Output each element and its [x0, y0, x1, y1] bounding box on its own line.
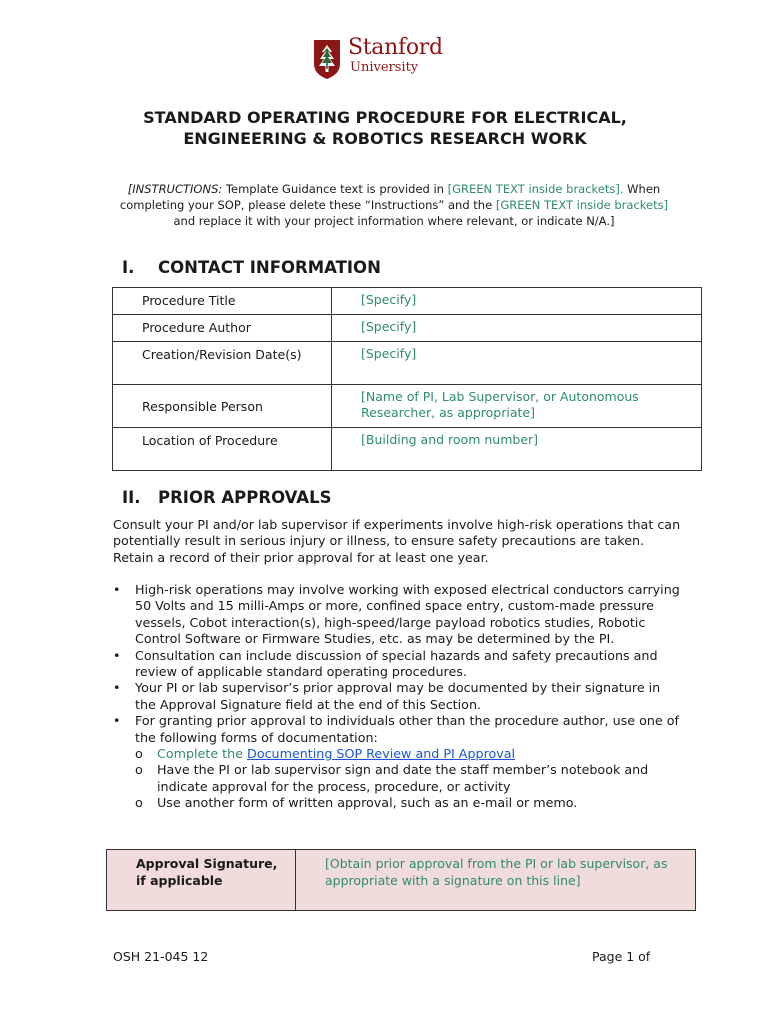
circle-bullet-icon: o	[135, 795, 143, 811]
row-value[interactable]: [Specify]	[332, 288, 702, 315]
row-value[interactable]: [Specify]	[332, 315, 702, 342]
row-label: Procedure Title	[113, 288, 332, 315]
sub-list-item	[135, 762, 683, 795]
table-row	[113, 428, 702, 471]
document-title: STANDARD OPERATING PROCEDURE FOR ELECTRICAL, ENGINEERING & ROBOTICS RESEARCH WORK	[143, 108, 627, 148]
table-row	[113, 385, 702, 428]
bullet-icon: •	[113, 713, 121, 729]
logo-name: Stanford	[348, 35, 443, 60]
bullet-text: Consultation can include discussion of special hazards and safety precautions and review of applicable standard operating procedures.	[135, 647, 658, 680]
stanford-tree-seal-icon	[312, 38, 342, 80]
sub-list-item	[135, 795, 683, 811]
approval-signature-table	[106, 849, 696, 911]
instructions-text-1: Template Guidance text is provided in	[222, 182, 448, 196]
bullet-text: Your PI or lab supervisor’s prior approval may be documented by their signature in the Approval Signature field at the end of this Section.	[135, 680, 661, 712]
table-row	[107, 850, 696, 911]
footer-page-number: Page 1 of	[592, 949, 651, 964]
row-value[interactable]: [Specify]	[332, 342, 702, 385]
section-heading-approvals	[122, 488, 331, 507]
list-item	[113, 582, 683, 648]
section-title: CONTACT INFORMATION	[158, 258, 381, 277]
instructions-green-2: [GREEN TEXT inside brackets]	[495, 198, 669, 212]
table-row	[113, 315, 702, 342]
list-item	[113, 680, 683, 713]
list-item	[113, 713, 683, 811]
row-value[interactable]: [Name of PI, Lab Supervisor, or Autonomous Researcher, as appropriate]	[332, 385, 702, 428]
section-number: I.	[122, 258, 135, 277]
documenting-sop-link[interactable]: Documenting SOP Review and PI Approval	[247, 746, 516, 762]
bullet-icon: •	[113, 647, 121, 663]
instructions-green-1: [GREEN TEXT inside brackets].	[447, 182, 624, 196]
circle-bullet-icon: o	[135, 762, 143, 778]
bullet-icon: •	[113, 582, 121, 597]
table-row	[113, 342, 702, 385]
instructions-block	[114, 181, 674, 229]
circle-bullet-icon: o	[135, 746, 143, 762]
sub-list-item	[135, 746, 683, 762]
stanford-logo	[312, 36, 462, 82]
sub-bullet-prefix: Complete the	[157, 746, 248, 762]
approvals-bullet-list	[113, 582, 683, 812]
row-value[interactable]: [Building and room number]	[332, 428, 702, 471]
list-item	[113, 648, 683, 681]
logo-university: University	[350, 60, 419, 75]
row-label: Creation/Revision Date(s)	[113, 342, 332, 385]
footer-doc-id: OSH 21-045 12	[113, 949, 209, 964]
approvals-intro: Consult your PI and/or lab supervisor if experiments involve high-risk operations that can potentially result in serious injury or illness, to ensure safety precautions are taken. Retain a record of their prior approval for at least one year.	[113, 517, 681, 565]
contact-info-table	[112, 287, 702, 471]
sub-bullet-text: Use another form of written approval, such as an e-mail or memo.	[157, 795, 578, 811]
bullet-icon: •	[113, 680, 121, 696]
row-label: Procedure Author	[113, 315, 332, 342]
approval-signature-field[interactable]: [Obtain prior approval from the PI or lab supervisor, as appropriate with a signature on this line]	[296, 850, 696, 911]
sub-bullet-text: Have the PI or lab supervisor sign and date the staff member’s notebook and indicate approval for the process, procedure, or activity	[157, 762, 649, 794]
section-number: II.	[122, 488, 141, 507]
approval-label: Approval Signature, if applicable	[107, 850, 296, 911]
sub-bullet-list	[135, 746, 683, 812]
bullet-text: For granting prior approval to individuals other than the procedure author, use one of the following forms of documentation:	[135, 713, 679, 745]
bullet-text: High-risk operations may involve working with exposed electrical conductors carrying 50 Volts and 15 milli-Amps or more, confined space entry, custom-made pressure vessels, Cobot interaction(s), high-speed/large payload robotics studies, Robotic Control Software or Firmware Studies, etc. as may be determined by the PI.	[135, 582, 680, 647]
row-label: Responsible Person	[113, 385, 332, 428]
instructions-lead: [INSTRUCTIONS:	[127, 182, 223, 196]
section-title: PRIOR APPROVALS	[158, 488, 332, 507]
row-label: Location of Procedure	[113, 428, 332, 471]
section-heading-contact	[122, 258, 381, 277]
instructions-text-2: When completing your SOP, please delete these “Instructions” and the	[119, 182, 661, 212]
instructions-text-3: and replace it with your project information where relevant, or indicate N/A.]	[173, 214, 615, 228]
table-row	[113, 288, 702, 315]
